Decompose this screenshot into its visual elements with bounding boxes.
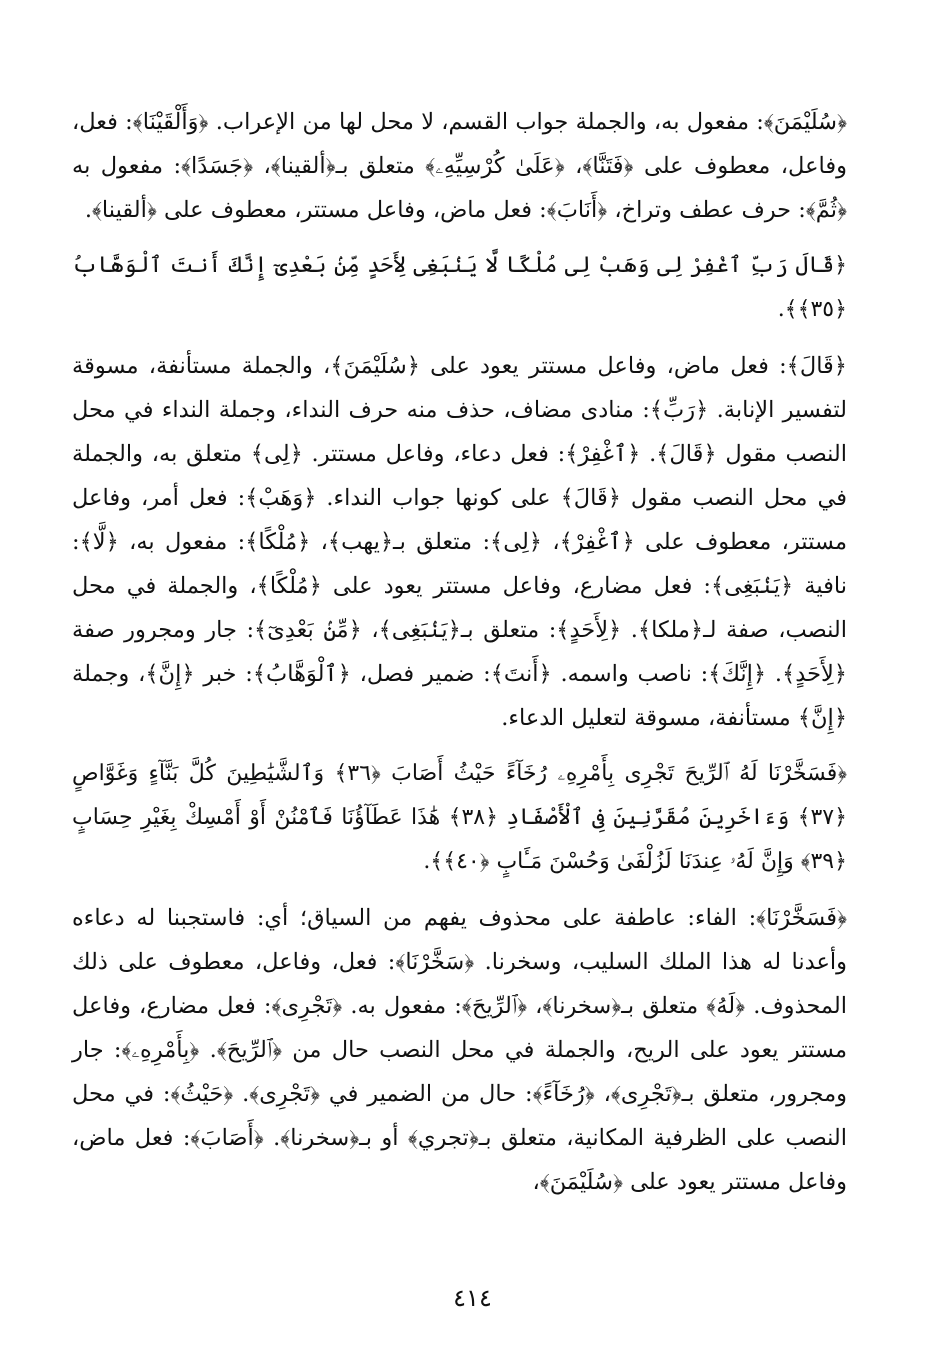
paragraph-qala-analysis: ﴿قَالَ﴾: فعل ماض، وفاعل مستتر يعود على ﴿سُلَيْمَنَ﴾، والجملة مستأنفة، مسوقة لتفسير الإنابة. ﴿رَبِّ﴾: منادى مضاف، حذف منه حرف النداء، وجملة النداء في محل النصب مقول ﴿قَالَ﴾. ﴿ٱغْفِرْ﴾: فعل دعاء، وفاعل مستتر. ﴿لِى﴾ متعلق به، والجملة في محل النصب مقول ﴿قَالَ﴾ على كونها جواب النداء. ﴿وَهَبْ﴾: فعل أمر، وفاعل مستتر، معطوف على ﴿ٱغْفِرْ﴾، ﴿لِى﴾: متعلق بـ﴿يهب﴾، ﴿مُلْكًا﴾: مفعول به، ﴿لَّا﴾: نافية ﴿يَنۢبَغِى﴾: فعل مضارع، وفاعل مستتر يعود على ﴿مُلْكًا﴾، والجملة في محل النصب، صفة لـ﴿ملكا﴾. ﴿لِأَحَدٍ﴾: متعلق بـ﴿يَنۢبَغِى﴾، ﴿مِّنۢ بَعْدِىٓ﴾: جار ومجرور صفة ﴿لِأَحَدٍ﴾. ﴿إِنَّكَ﴾: ناصب واسمه. ﴿أَنتَ﴾: ضمير فصل، ﴿ٱلْوَهَّابُ﴾: خبر ﴿إِنَّ﴾، وجملة ﴿إِنَّ﴾ مستأنفة، مسوقة لتعليل الدعاء. bbox=[72, 353, 847, 731]
paragraph-fasakhkharna-analysis: ﴿فَسَخَّرْنَا﴾: الفاء: عاطفة على محذوف يفهم من السياق؛ أي: فاستجبنا له دعاءه وأعدنا له هذا الملك السليب، وسخرنا. ﴿سَخَّرْنَا﴾: فعل، وفاعل، معطوف على ذلك المحذوف. ﴿لَهُ﴾ متعلق بـ﴿سخرنا﴾، ﴿ٱلرِّيحَ﴾: مفعول به. ﴿تَجْرِى﴾: فعل مضارع، وفاعل مستتر يعود على الريح، والجملة في محل النصب حال من ﴿ٱلرِّيحَ﴾. ﴿بِأَمْرِهِۦ﴾: جار ومجرور، متعلق بـ﴿تَجْرِى﴾، ﴿رُخَآءً﴾: حال من الضمير في ﴿تَجْرِى﴾. ﴿حَيْثُ﴾: في محل النصب على الظرفية المكانية، متعلق بـ﴿تجري﴾ أو بـ﴿سخرنا﴾. ﴿أَصَابَ﴾: فعل ماض، وفاعل مستتر يعود على ﴿سُلَيْمَنَ﴾، bbox=[72, 905, 847, 1195]
page-number: ٤١٤ bbox=[453, 1284, 492, 1312]
paragraph-sulayman-analysis: ﴿سُلَيْمَنَ﴾: مفعول به، والجملة جواب القسم، لا محل لها من الإعراب. ﴿وَأَلْقَيْنَا﴾: فعل، وفاعل، معطوف على ﴿فَتَنَّا﴾، ﴿عَلَىٰ كُرْسِيِّهِۦ﴾ متعلق بـ﴿ألقينا﴾، ﴿جَسَدًا﴾: مفعول به ﴿ثُمَّ﴾: حرف عطف وتراخ، ﴿أَنَابَ﴾: فعل ماض، وفاعل مستتر، معطوف على ﴿ألقينا﴾. bbox=[72, 109, 847, 223]
quran-verse-35: ﴿قَالَ رَبِّ ٱغْفِرْ لِى وَهَبْ لِى مُلْكًا لَّا يَنۢبَغِى لِأَحَدٍ مِّنۢ بَعْدِىٓ إِنَّكَ أَنتَ ٱلْوَهَّابُ ﴿٣٥﴾﴾. bbox=[72, 253, 847, 322]
quran-verses-36-40: ﴿فَسَخَّرْنَا لَهُ ٱلرِّيحَ تَجْرِى بِأَمْرِهِۦ رُخَآءً حَيْثُ أَصَابَ ﴿٣٦﴾ وَٱلشَّيَٰطِينَ كُلَّ بَنَّآءٍ وَغَوَّاصٍ ﴿٣٧﴾ وَءَاخَرِينَ مُقَرَّنِينَ فِى ٱلْأَصْفَادِ ﴿٣٨﴾ هَٰذَا عَطَآؤُنَا فَٱمْنُنْ أَوْ أَمْسِكْ بِغَيْرِ حِسَابٍ ﴿٣٩﴾ وَإِنَّ لَهُۥ عِندَنَا لَزُلْفَىٰ وَحُسْنَ مَـَٔابٍ ﴿٤٠﴾﴾. bbox=[72, 761, 847, 874]
